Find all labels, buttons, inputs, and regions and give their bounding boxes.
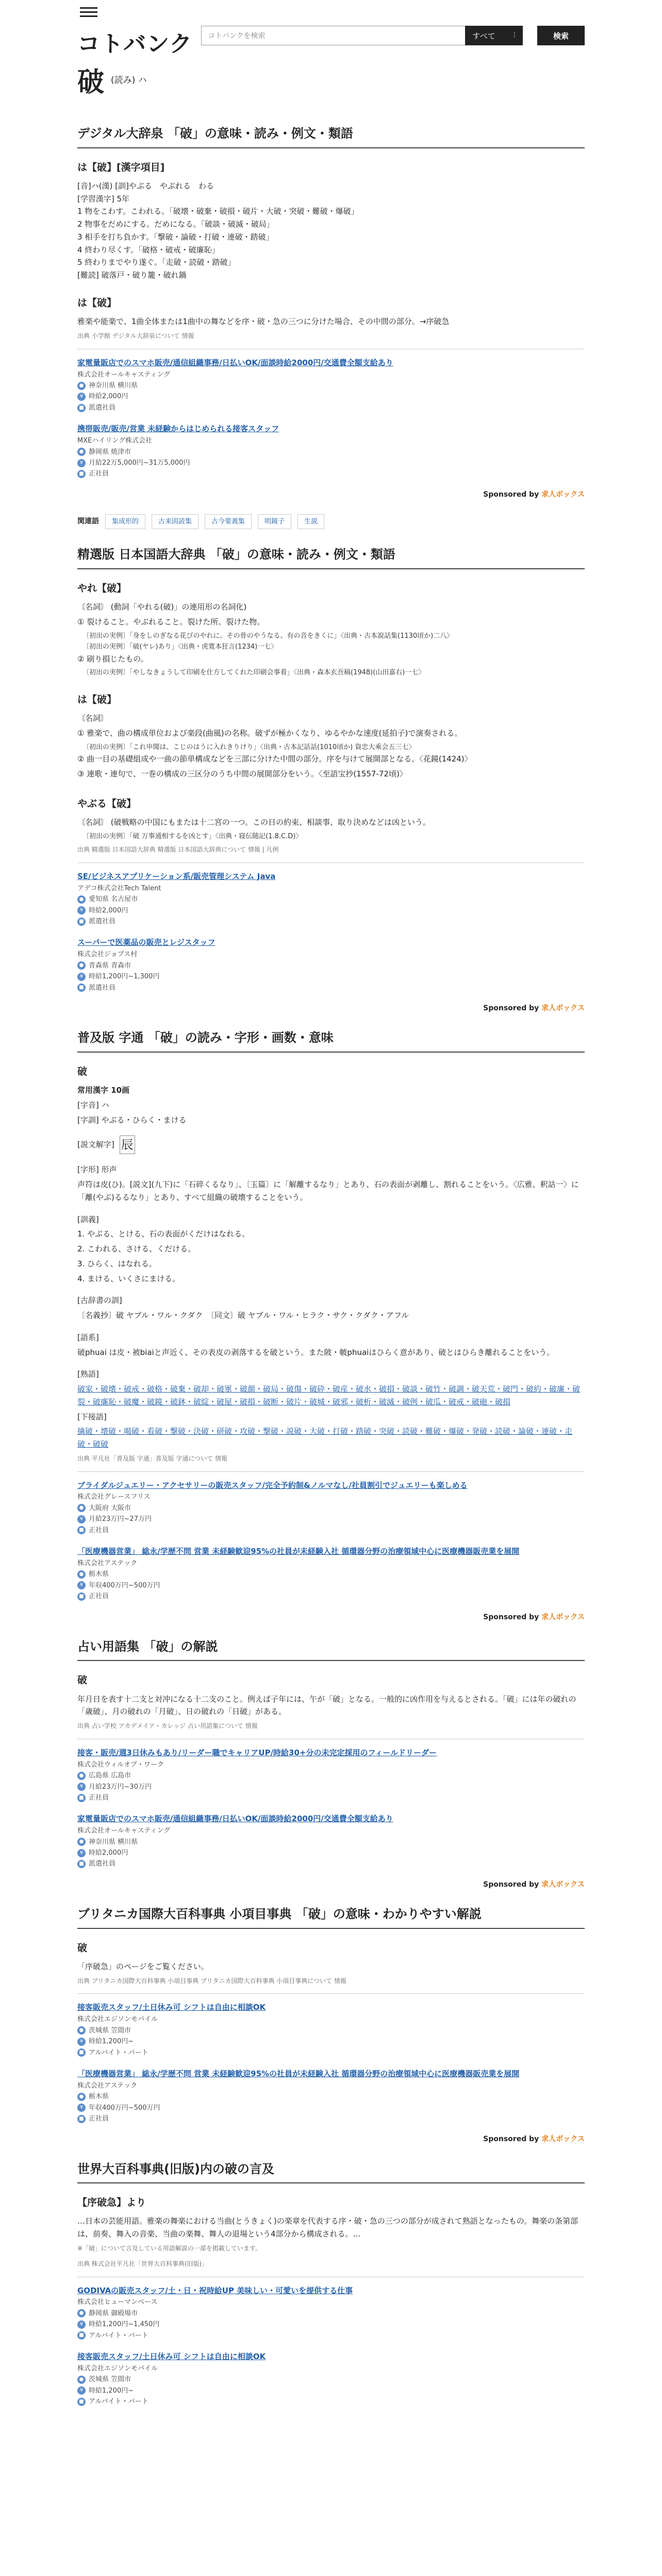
job-title-link[interactable]: 携帯販売/販売/営業 未経験からはじめられる接客スタッフ (77, 424, 279, 434)
definition: ③ 連歌・連句で、一巻の構成の三区分のうち中間の展開部分をいう。〈至語宝抄(1557-72頃)〉 (77, 769, 407, 778)
uranai-section (77, 1637, 585, 1891)
job-company: 株式会社エジソンモバイル (77, 2364, 158, 2372)
heibon-section (77, 2159, 585, 2408)
source-note: 出典 株式会社平凡社「世界大百科事典(旧版)」 (77, 2260, 208, 2267)
sponsor-brand-logo[interactable]: 求人ボックス (541, 1880, 585, 1889)
entry-heading: 【序破急】より (77, 2197, 146, 2209)
suffix-compounds-links[interactable]: 擒破・壊破・喝破・看破・撃破・決破・研破・攻破・撃破・説破・大破・打破・踏破・突破・読破・難破・爆破・発破・読破・論破・連破・走破・破破 (77, 1427, 573, 1449)
job-title-link[interactable]: 「医療機器営業」 総永/学歴不問 営業 未経験歓迎95%の社員が未経験入社 循環器分野の治療領域中心に医療機器販売業を展開 (77, 1547, 520, 1556)
sponsor-text: Sponsored by (483, 2135, 539, 2144)
shuowen-text: [説文解字] (77, 1140, 114, 1149)
source-note: 出典 平凡社「普及版 字通」普及版 字通について 情報 (77, 1454, 228, 1462)
job-location: 愛知県 名古屋市 (89, 895, 138, 904)
job-type: 派遣社員 (89, 984, 116, 992)
search-button[interactable]: 検索 (537, 26, 585, 45)
definition: ② 曲一目の基礎組成や一曲の節単構成などを三部に分けた中間の部分。序を与けて展開部となる。〈花鏡(1424)〉 (77, 754, 472, 764)
job-listing[interactable] (77, 1545, 585, 1602)
meaning-4: 4 終わり尽くす。「破格・破戒・破廉恥」 (77, 245, 220, 255)
grade-line: [学習漢字] 5年 (77, 194, 130, 204)
entry-heading: やぶる【破】 (77, 798, 137, 809)
location-icon: ● (77, 1570, 86, 1579)
briefcase-icon: ■ (77, 984, 86, 992)
search-input[interactable]: コトバンクを検索 (201, 26, 510, 45)
job-company: 株式会社ジョブス村 (77, 951, 138, 959)
example: 〔初出の実例〕「やしなきょうして印刷を仕方してくれた印刷会事着」〈出典・森本玄吾稿(1948)(山田嘉右)一七〉 (82, 669, 425, 677)
job-title-link[interactable]: SE/ビジネスアプリケーション系/販売管理システム Java (77, 871, 276, 881)
sponsor-label (77, 1003, 585, 1014)
compounds-label: [熟語] (77, 1369, 99, 1379)
job-company: アデコ株式会社Tech Talent (77, 884, 161, 892)
job-title-link[interactable]: GODIVAの販売スタッフ/土・日・祝時給UP 美味しい・可愛いを提供する仕事 (77, 2285, 353, 2295)
sponsor-text: Sponsored by (483, 1880, 539, 1889)
yen-icon: ¥ (77, 2104, 86, 2112)
job-title-link[interactable]: 家電量販店でのスマホ販売/通信組織事務/日払いOK/面談時給2000円/交通費全額支給あり (77, 358, 393, 367)
main-content (77, 124, 585, 2417)
old-dictionary-label: [古辞書の訓] (77, 1296, 122, 1306)
sponsor-label (77, 489, 585, 501)
source-note: 出典 小学館 デジタル大辞泉について 情報 (77, 332, 194, 340)
job-location: 静岡県 焼津市 (89, 448, 131, 456)
job-company: 株式会社ウィルオブ・ワーク (77, 1760, 164, 1769)
sponsor-brand-logo[interactable]: 求人ボックス (541, 490, 585, 499)
job-location: 静岡県 御殿場市 (89, 2309, 138, 2317)
scope-label: すべて (472, 31, 495, 41)
definition: 〘名詞〙 (77, 714, 109, 723)
stroke-count: 常用漢字 10画 (77, 1086, 130, 1095)
job-pay: 時給1,200円~ (89, 2386, 134, 2395)
definition: 〘名詞〙 (破戦略の中国にもまたは十二宮の一つ。この日の約束、相談事、取り決めなどは凶という。 (77, 817, 431, 827)
location-icon: ● (77, 448, 86, 456)
location-icon: ● (77, 382, 86, 390)
job-location: 栃木県 (89, 1570, 109, 1579)
section-title: 世界大百科事典(旧版)内の破の言及 (77, 2159, 585, 2184)
excerpt: …日本の芸能用語。雅楽の舞楽における当曲(とうきょく)の楽章を代表する序・破・急の三つの部分が成されて熟語となったもの。舞楽の条第部は、前奏、舞入の音楽、当曲の楽舞、舞人の退場という4部分から構成される。… (77, 2216, 578, 2239)
briefcase-icon: ■ (77, 1592, 86, 1601)
job-listing[interactable] (77, 357, 585, 414)
job-listing[interactable] (77, 422, 585, 480)
job-type: アルバイト・パート (89, 2398, 148, 2406)
meaning-3: 3 相手を打ち負かす。「撃破・論破・打破・連破・踏破」 (77, 232, 274, 242)
yen-icon: ¥ (77, 906, 86, 914)
job-location: 青森県 青森市 (89, 961, 131, 970)
yen-icon: ¥ (77, 393, 86, 401)
job-company: 株式会社エジソンモバイル (77, 2015, 158, 2024)
job-type: 派遣社員 (89, 1860, 116, 1868)
meaning-1: 1 物をこわす。こわれる。「破壊・破棄・破損・破片・大破・突破・難破・爆破」 (77, 207, 359, 216)
example: 〔初出の実例〕「破(ヤレ)あり」〈出典・虎寛本狂言(1234)一七〉 (82, 643, 278, 651)
sponsor-brand-logo[interactable]: 求人ボックス (541, 2135, 585, 2144)
job-listing[interactable] (77, 936, 585, 993)
job-listing[interactable] (77, 1479, 585, 1536)
briefcase-icon: ■ (77, 2398, 86, 2406)
sponsor-text: Sponsored by (483, 490, 539, 499)
job-listing[interactable] (77, 2350, 585, 2408)
location-icon: ● (77, 1838, 86, 1846)
headword: 破 (77, 67, 105, 98)
related-tag[interactable]: 集成形的 (105, 514, 145, 529)
yen-icon: ¥ (77, 1849, 86, 1857)
job-company: 株式会社ヒューマンベース (77, 2298, 158, 2307)
location-icon: ● (77, 1504, 86, 1512)
job-title-link[interactable]: 家電量販店でのスマホ販売/通信組織事務/日払いOK/面談時給2000円/交通費全額支給あり (77, 1814, 393, 1824)
job-company: 株式会社グレースフリス (77, 1493, 151, 1501)
job-pay: 月給23万円~30万円 (89, 1783, 152, 1791)
job-pay: 時給2,000円 (89, 906, 128, 914)
meaning-item: 4. まける、いくさにまける。 (77, 1274, 180, 1283)
seisen-section (77, 545, 585, 1014)
old-dictionary-text: 〔名義抄〕破 ヤブル・ワル・クダク 〔同文〕破 ヤブル・ワル・ヒラク・サク・クダク・アフル (77, 1311, 409, 1320)
job-listing[interactable] (77, 2067, 585, 2125)
job-company: 株式会社オールキャスティング (77, 1827, 171, 1835)
definition: 年月日を表す十二支と対冲になる十二支のこと。例えば子年には、午が「破」となる。一般的に凶作用を与えるとされる。「破」には年の破れの「歳破」、月の破れの「月破」、日の破れの「日破」がある。 (77, 1694, 576, 1717)
site-header (0, 0, 662, 56)
job-location: 大阪府 大阪市 (89, 1504, 131, 1512)
source-note: 出典 ブリタニカ国際大百科事典 小項目事典 ブリタニカ国際大百科事典 小項目事典について 情報 (77, 1977, 346, 1985)
see-also[interactable]: 「序破急」のページをご覧ください。 (77, 1961, 209, 1971)
location-icon: ● (77, 895, 86, 904)
kun-reading: [字訓] やぶる・ひらく・まける (77, 1115, 187, 1125)
meaning-item: 3. ひらく、はなれる。 (77, 1259, 157, 1268)
section-title: 占い用語集 「破」の解説 (77, 1637, 585, 1662)
briefcase-icon: ■ (77, 2115, 86, 2123)
job-location: 神奈川県 横川県 (89, 382, 138, 390)
seal-script-glyph-icon: ⾠ (120, 1136, 135, 1154)
entry-heading: は【破】[漢字項目] (77, 161, 165, 173)
daijisen-section (77, 124, 585, 529)
job-pay: 時給2,000円 (89, 393, 128, 401)
job-listing[interactable] (77, 2001, 585, 2058)
job-pay: 時給1,200円~1,450円 (89, 2320, 160, 2329)
job-pay: 年収400万円~500万円 (89, 2104, 160, 2112)
job-title-link[interactable]: スーパーで医薬品の販売とレジスタッフ (77, 938, 216, 947)
section-title: デジタル大辞泉 「破」の意味・読み・例文・類語 (77, 124, 585, 148)
yen-icon: ¥ (77, 2320, 86, 2329)
example: 〔初出の実例〕「破 万事通相するを凶とす」〈出典・寝伝随記(1.8.C.D)〉 (82, 832, 303, 840)
source-note: 出典 占い学校 アカデメイア・カレッジ 占い用語集について 情報 (77, 1722, 258, 1730)
menu-icon[interactable] (80, 7, 97, 19)
meaning-label: [訓義] (77, 1214, 99, 1224)
yen-icon: ¥ (77, 459, 86, 467)
job-type: アルバイト・パート (89, 2048, 148, 2057)
site-logo[interactable]: コトバンク (77, 31, 193, 57)
headword-reading: (読み) ハ (111, 75, 147, 86)
related-tag[interactable]: 古今要義集 (205, 514, 252, 529)
definition: ① 雅楽で、曲の構成単位および楽段(曲風)の名称。破ずが極かくなり、ゆるやかな速度(延拍子)で演奏される。 (77, 728, 462, 738)
briefcase-icon: ■ (77, 1860, 86, 1868)
example: 〔初出の実例〕「これ申聞は、こじのはうに入れきりけり」〈出典・古本記話話(1010頃か) 資忠大乘会五三七〉 (82, 743, 416, 751)
sponsor-text: Sponsored by (483, 1613, 539, 1621)
form-text: 声符は皮(ひ)。[説文](九下)に「石碎くるなり」、〔玉篇〕に「解離するなり」とあり、石の表面が剥離し、割れることをいう。〈広雅、釈詁一〉に「離(やぶ)るるなり」とあり、すべて組織の破壊することをいう。 (77, 1180, 579, 1202)
job-title-link[interactable]: 接客・販売/週3日休みもあり/リーダー職でキャリアUP/時給30+分の未完定採用のフィールドリーダー (77, 1748, 437, 1757)
job-type: アルバイト・パート (89, 2331, 148, 2340)
job-listing[interactable] (77, 2284, 585, 2342)
briefcase-icon: ■ (77, 2331, 86, 2340)
meaning-2: 2 物事をだめにする。だめになる。「破談・破滅・破局」 (77, 219, 274, 229)
on-reading: [字音] ハ (77, 1100, 109, 1110)
location-icon: ● (77, 2093, 86, 2101)
yen-icon: ¥ (77, 1581, 86, 1589)
definition: ① 裂けること。やぶれること。裂けた所。裂けた物。 (77, 617, 265, 627)
word-family-text: 破phuai は皮・被biaiと声近く、その表皮の剥落するを破という。また陂・帔phuaiはひらく意があり、破とはひらき離れることをいう。 (77, 1347, 555, 1357)
meaning-item: 2. こわれる、さける、くだける。 (77, 1244, 196, 1253)
job-location: 広島県 広島市 (89, 1772, 131, 1780)
location-icon: ● (77, 2309, 86, 2317)
related-tag[interactable]: 明鏡子 (258, 514, 291, 529)
section-title: 普及版 字通 「破」の読み・字形・画数・意味 (77, 1028, 585, 1053)
yen-icon: ¥ (77, 1783, 86, 1791)
sponsor-brand-logo[interactable]: 求人ボックス (541, 1004, 585, 1012)
difficult-reading: [難読] 破落戸・破り籠・破れ鍋 (77, 270, 187, 280)
job-company: 株式会社アステック (77, 2081, 138, 2090)
definition: 〘名詞〙 (動詞「やれる(破)」の連用形の名詞化) (77, 602, 247, 612)
source-note: 出典 精選版 日本国語大辞典 精選版 日本国語大辞典について 情報 | 凡例 (77, 846, 279, 854)
job-listing[interactable] (77, 1747, 585, 1804)
job-title-link[interactable]: 接客販売スタッフ/土日休み可 シフトは自由に相談OK (77, 2003, 266, 2012)
entry-heading: は【破】 (77, 297, 117, 309)
entry-heading: やれ【破】 (77, 582, 127, 594)
job-pay: 月給23万円~27万円 (89, 1515, 152, 1523)
job-type: 派遣社員 (89, 403, 116, 412)
entry-heading: 破 (77, 1942, 88, 1954)
britannica-section (77, 1904, 585, 2146)
briefcase-icon: ■ (77, 470, 86, 478)
example: 〔初出の実例〕「身をしのぎなる花びのやれに。その骨のやうなる、有の音をきくに」〈出典・古本說話集(1130頃か)二八〉 (82, 632, 454, 640)
job-listing[interactable] (77, 870, 585, 927)
job-company: MXEハイリング株式会社 (77, 437, 153, 445)
briefcase-icon: ■ (77, 1794, 86, 1802)
job-location: 栃木県 (89, 2093, 109, 2101)
yen-icon: ¥ (77, 2386, 86, 2395)
entry-heading: は【破】 (77, 693, 117, 705)
sponsor-brand-logo[interactable]: 求人ボックス (541, 1613, 585, 1621)
entry-heading: 破 (77, 1065, 88, 1077)
job-location: 神奈川県 横川県 (89, 1838, 138, 1846)
job-type: 派遣社員 (89, 918, 116, 926)
job-location: 茨城県 笠間市 (89, 2026, 131, 2035)
yen-icon: ¥ (77, 2038, 86, 2046)
job-title-link[interactable]: 「医療機器営業」 総永/学歴不問 営業 未経験歓迎95%の社員が未経験入社 循環器分野の治療領域中心に医療機器販売業を展開 (77, 2069, 520, 2078)
job-type: 正社員 (89, 1592, 109, 1601)
related-terms (77, 514, 585, 529)
sponsor-label (77, 1879, 585, 1891)
meaning-item: 1. やぶる、とける、石の表面がくだけはなれる。 (77, 1229, 250, 1239)
definition: 雅楽や能楽で、1曲全体または1曲中の舞などを序・破・急の三つに分けた場合、その中間の部分。→序破急 (77, 317, 450, 327)
word-family-label: [語系] (77, 1332, 99, 1342)
sponsor-text: Sponsored by (483, 1004, 539, 1012)
job-title-link[interactable]: ブライダルジュエリー・アクセサリーの販売スタッフ/完全予約制&ノルマなし/社員割引でジュエリーも楽しめる (77, 1480, 468, 1490)
briefcase-icon: ■ (77, 918, 86, 926)
job-pay: 時給2,000円 (89, 1849, 128, 1857)
section-title: 精選版 日本国語大辞典 「破」の意味・読み・例文・類語 (77, 545, 585, 569)
location-icon: ● (77, 2026, 86, 2035)
job-type: 正社員 (89, 470, 109, 478)
sponsor-label (77, 1612, 585, 1623)
job-type: 正社員 (89, 1526, 109, 1534)
shuowen-label (77, 1136, 585, 1154)
related-tag[interactable]: 生説 (297, 514, 324, 529)
job-pay: 月給22万5,000円~31万5,000円 (89, 459, 190, 467)
job-title-link[interactable]: 接客販売スタッフ/土日休み可 シフトは自由に相談OK (77, 2352, 266, 2362)
entry-heading: 破 (77, 1674, 88, 1686)
briefcase-icon: ■ (77, 404, 86, 412)
job-type: 正社員 (89, 1793, 109, 1802)
section-title: ブリタニカ国際大百科事典 小項目事典 「破」の意味・わかりやすい解説 (77, 1904, 585, 1929)
form-label: [字形] 形声 (77, 1165, 117, 1175)
location-icon: ● (77, 961, 86, 970)
yen-icon: ¥ (77, 1515, 86, 1523)
suffix-compounds-label: [下接語] (77, 1412, 107, 1421)
sponsor-label (77, 2133, 585, 2145)
job-listing[interactable] (77, 1812, 585, 1870)
scope-select[interactable] (465, 26, 523, 45)
job-type: 正社員 (89, 2115, 109, 2123)
location-icon: ● (77, 2376, 86, 2384)
location-icon: ● (77, 1772, 86, 1780)
job-pay: 時給1,200円~ (89, 2038, 134, 2046)
job-location: 茨城県 笠間市 (89, 2376, 131, 2384)
definition: ② 刷り損じたもの。 (77, 654, 148, 664)
note: ※「破」について言及している用語解説の一部を掲載しています。 (77, 2244, 261, 2252)
jitsu-section (77, 1028, 585, 1623)
briefcase-icon: ■ (77, 2048, 86, 2057)
reading-line: [音]ハ(漢) [訓]やぶる やぶれる わる (77, 181, 214, 191)
related-tag[interactable]: 古来固読集 (152, 514, 198, 529)
yen-icon: ¥ (77, 973, 86, 981)
meaning-5: 5 終わりまでやり遂ぐ。「走破・読破・踏破」 (77, 258, 236, 267)
job-company: 株式会社アステック (77, 1559, 138, 1567)
job-company: 株式会社オールキャスティング (77, 370, 171, 379)
chevron-down-icon: ⋮ (511, 31, 518, 38)
briefcase-icon: ■ (77, 1526, 86, 1534)
job-pay: 年収400万円~500万円 (89, 1581, 160, 1589)
compounds-links[interactable]: 破家・破壊・破戒・破格・破棄・破却・破軍・破顔・破局・破傷・破砕・破産・破水・破損・破談・破竹・破調・破天荒・破門・破約・破廉・破裂・破廉恥・破魔・破鏡・破鉢・破綻・破屋・破損・破断・破片・破城・破邪・破析・破滅・破例・破瓜・破戒・破砲・破損 (77, 1384, 581, 1406)
related-label: 関連語 (77, 517, 99, 526)
job-pay: 時給1,200円~1,300円 (89, 973, 160, 981)
